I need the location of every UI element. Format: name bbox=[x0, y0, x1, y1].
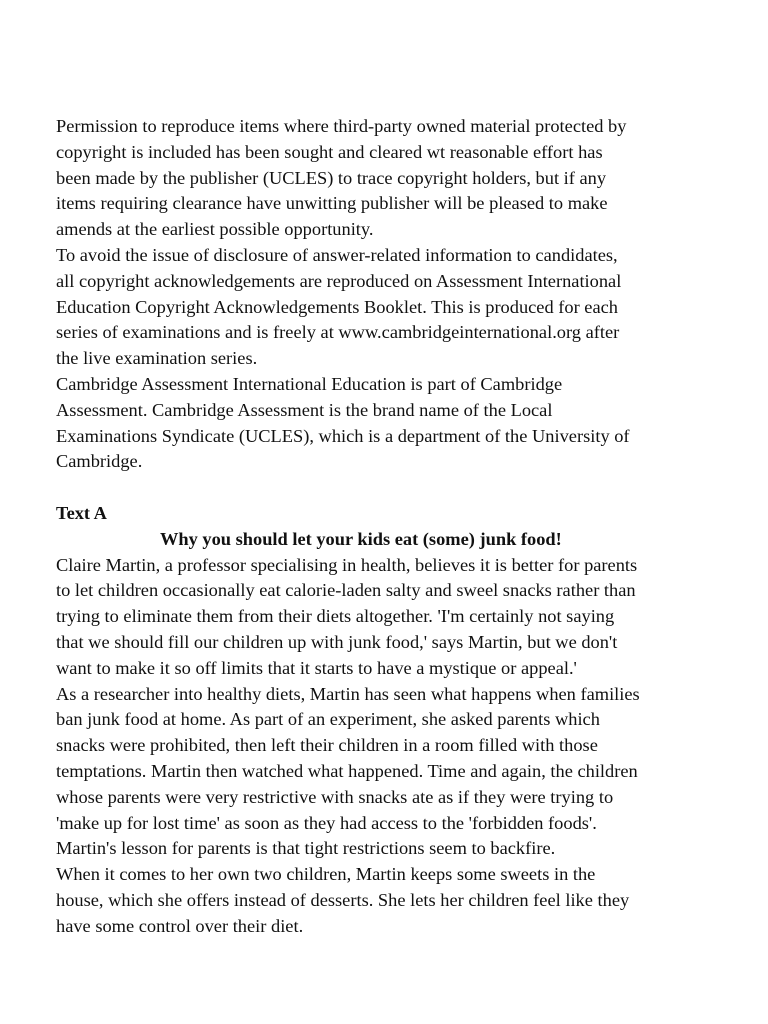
text-line: house, which she offers instead of desserts. She lets her children feel like they bbox=[56, 889, 630, 910]
text-line: copyright is included has been sought and cleared wt reasonable effort has bbox=[56, 141, 603, 162]
text-line: When it comes to her own two children, Martin keeps some sweets in the bbox=[56, 864, 596, 885]
text-line: that we should fill our children up with junk food,' says Martin, but we don't bbox=[56, 631, 618, 652]
text-line: all copyright acknowledgements are reproduced on Assessment International bbox=[56, 270, 622, 291]
text-line: 'make up for lost time' as soon as they had access to the 'forbidden foods'. bbox=[56, 812, 597, 833]
text-line: to let children occasionally eat calorie-laden salty and sweel snacks rather than bbox=[56, 580, 636, 601]
text-line: Assessment. Cambridge Assessment is the brand name of the Local bbox=[56, 399, 553, 420]
document-page bbox=[56, 114, 716, 940]
text-line: temptations. Martin then watched what happened. Time and again, the children bbox=[56, 760, 638, 781]
text-line: Cambridge Assessment International Education is part of Cambridge bbox=[56, 373, 563, 394]
text-line: snacks were prohibited, then left their children in a room filled with those bbox=[56, 735, 598, 756]
text-line: trying to eliminate them from their diets altogether. 'I'm certainly not saying bbox=[56, 606, 615, 627]
article-title: Why you should let your kids eat (some) junk food! bbox=[160, 528, 562, 549]
text-line: ban junk food at home. As part of an experiment, she asked parents which bbox=[56, 709, 600, 730]
section-label: Text A bbox=[56, 502, 107, 523]
text-line: Cambridge. bbox=[56, 451, 143, 472]
text-line: To avoid the issue of disclosure of answer-related information to candidates, bbox=[56, 244, 618, 265]
text-line: Martin's lesson for parents is that tight restrictions seem to backfire. bbox=[56, 838, 556, 859]
text-line: Examinations Syndicate (UCLES), which is a department of the University of bbox=[56, 425, 630, 446]
text-line: items requiring clearance have unwitting publisher will be pleased to make bbox=[56, 193, 608, 214]
text-line: whose parents were very restrictive with snacks ate as if they were trying to bbox=[56, 786, 614, 807]
text-line: want to make it so off limits that it starts to have a mystique or appeal.' bbox=[56, 657, 577, 678]
text-line: have some control over their diet. bbox=[56, 915, 304, 936]
copyright-notice bbox=[56, 114, 716, 475]
section-spacer bbox=[56, 475, 716, 501]
text-line: Education Copyright Acknowledgements Booklet. This is produced for each bbox=[56, 296, 618, 317]
text-line: the live examination series. bbox=[56, 348, 258, 369]
text-line: been made by the publisher (UCLES) to trace copyright holders, but if any bbox=[56, 167, 607, 188]
text-line: Permission to reproduce items where third-party owned material protected by bbox=[56, 116, 627, 136]
text-line: amends at the earliest possible opportunity. bbox=[56, 219, 374, 240]
text-line: As a researcher into healthy diets, Martin has seen what happens when families bbox=[56, 683, 640, 704]
text-line: Claire Martin, a professor specialising in health, believes it is better for parents bbox=[56, 554, 638, 575]
text-a-section bbox=[56, 501, 716, 940]
text-line: series of examinations and is freely at www.cambridgeinternational.org after bbox=[56, 322, 620, 343]
